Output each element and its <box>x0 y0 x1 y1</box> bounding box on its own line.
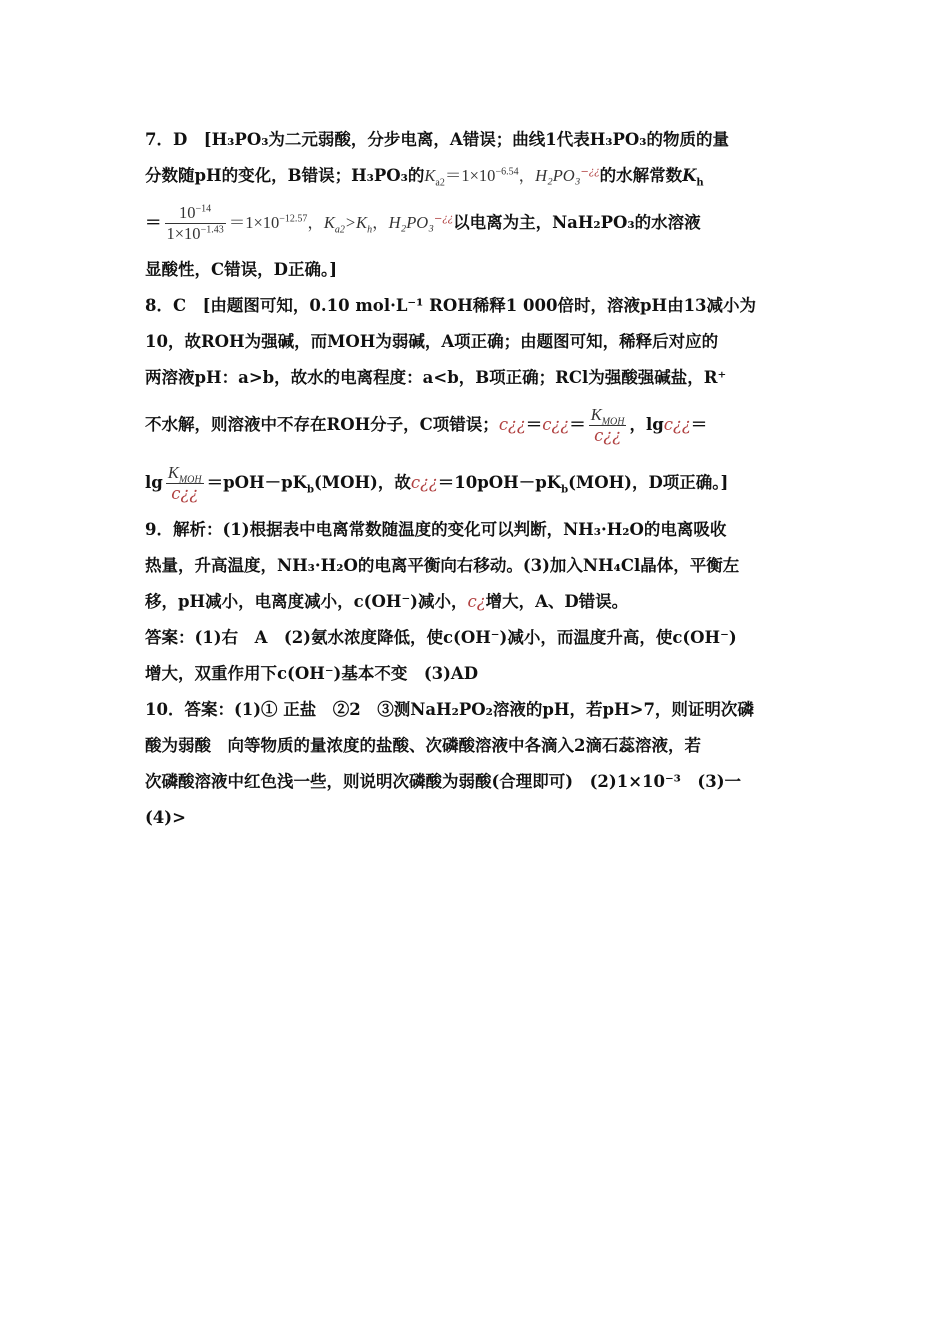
text: (MOH)，D项正确。] <box>568 473 729 492</box>
subscript: b <box>561 484 569 496</box>
den-base: 1×10 <box>166 224 201 243</box>
kh-value: ＝1×10 <box>228 213 280 232</box>
ka2-value: ＝1×10 <box>444 166 496 185</box>
ka2-symbol: K <box>424 166 436 185</box>
answer-10-line-2: 酸为弱酸 向等物质的量浓度的盐酸、次磷酸溶液中各滴入2滴石蕊溶液，若 <box>145 736 701 755</box>
answer-9-answer-line-1: 答案：(1)右 A (2)氨水浓度降低，使c(OH⁻)减小，而温度升高，使c(OH⁻) <box>145 628 737 647</box>
comma: ， <box>307 213 324 232</box>
answer-8-line-1: 8．C [由题图可知，0.10 mol·L⁻¹ ROH稀释1 000倍时，溶液pH由13减小为 <box>145 296 757 315</box>
answer-7-line-4: 显酸性，C错误，D正确。] <box>145 260 337 279</box>
answer-9 <box>145 512 807 692</box>
answer-10-line-1: 10．答案：(1)① 正盐 ②2 ③测NaH₂PO₂溶液的pH，若pH>7，则证明次磷 <box>145 700 754 719</box>
ka2-symbol: K <box>323 213 335 232</box>
answer-10-line-4: (4)> <box>145 808 186 827</box>
h2po3-charge: −¿¿ <box>433 213 454 225</box>
answer-10 <box>145 692 807 836</box>
ka2-subscript: a2 <box>334 224 345 236</box>
k-symbol: K <box>590 405 602 424</box>
answer-10-line-3: 次磷酸溶液中红色浅一些，则说明次磷酸为弱酸(合理即可) (2)1×10⁻³ (3)一 <box>145 772 742 791</box>
fraction-denominator: c¿¿ <box>594 426 622 445</box>
kh-symbol: K <box>682 166 697 185</box>
text: 不水解，则溶液中不存在ROH分子，C项错误； <box>145 415 499 434</box>
num-exponent: −14 <box>195 203 212 215</box>
text: ＝pOH－pK <box>206 473 307 492</box>
ka2-subscript: a2 <box>435 177 445 189</box>
answer-9-line-2: 热量，升高温度，NH₃·H₂O的电离平衡向右移动。(3)加入NH₄Cl晶体，平衡左 <box>145 556 740 575</box>
text: ，lg <box>629 415 664 434</box>
kh-subscript: h <box>367 224 373 236</box>
equals: ＝ <box>525 415 543 434</box>
answer-content <box>145 122 807 836</box>
text: 的水解常数 <box>599 166 683 185</box>
text: 分数随pH的变化，B错误；H₃PO₃的 <box>145 166 425 185</box>
fraction-numerator <box>166 463 204 484</box>
fraction-numerator <box>589 405 627 426</box>
answer-7 <box>145 122 807 288</box>
h2po3-formula: H₂PO₃ <box>535 166 581 185</box>
answer-9-line-1: 9．解析：(1)根据表中电离常数随温度的变化可以判断，NH₃·H₂O的电离吸收 <box>145 520 727 539</box>
k-subscript: MOH <box>601 416 625 428</box>
c-expr: c¿¿ <box>542 415 570 434</box>
text: ＝10pOH－pK <box>437 473 562 492</box>
equals: ＝ <box>569 415 586 434</box>
kh-exponent: −12.57 <box>279 213 308 225</box>
answer-8 <box>145 288 807 512</box>
kmoh-fraction <box>166 463 204 504</box>
equals: ＝ <box>690 415 708 434</box>
kh-fraction <box>165 203 226 244</box>
c-expr: c¿ <box>467 592 486 611</box>
num-base: 10 <box>179 203 196 222</box>
den-exponent: −1.43 <box>200 224 224 236</box>
text: 以电离为主，NaH₂PO₃的水溶液 <box>453 213 701 232</box>
fraction-numerator <box>165 203 226 224</box>
k-subscript: MOH <box>178 474 202 486</box>
ka2-exponent: −6.54 <box>495 166 519 178</box>
kmoh-fraction <box>589 405 627 446</box>
comma: ， <box>518 166 536 185</box>
answer-8-line-4 <box>145 396 807 454</box>
kh-compare: >K <box>344 213 368 232</box>
subscript: b <box>307 484 314 496</box>
k-symbol: K <box>167 463 179 482</box>
answer-7-line-2 <box>145 158 807 194</box>
text: 移，pH减小，电离度减小，c(OH⁻)减小， <box>145 592 468 611</box>
h2po3-charge: −¿¿ <box>580 166 600 178</box>
answer-9-answer-line-2: 增大，双重作用下c(OH⁻)基本不变 (3)AD <box>145 664 479 683</box>
answer-8-line-2: 10，故ROH为强碱，而MOH为弱碱，A项正确；由题图可知，稀释后对应的 <box>145 332 719 351</box>
c-expr: c¿¿ <box>410 473 438 492</box>
answer-7-line-1: 7．D [H₃PO₃为二元弱酸，分步电离，A错误；曲线1代表H₃PO₃的物质的量 <box>145 130 730 149</box>
fraction-denominator: c¿¿ <box>171 484 199 503</box>
answer-9-line-3 <box>145 584 807 620</box>
fraction-denominator <box>165 224 226 244</box>
c-expr: c¿¿ <box>498 415 526 434</box>
answer-8-line-5 <box>145 454 807 512</box>
answer-7-line-3: ＝ $\frac{10^{-14}}{1\times 10^{-1.43}}$ $=1\times 10^{-12.57}$，$K_{a2}>K_h$，H₂PO₃−¿¿以电离为主，NaH₂PO₃的水溶液 <box>145 203 701 243</box>
lg: lg <box>145 473 163 492</box>
c-expr: c¿¿ <box>663 415 691 434</box>
answer-8-line-3: 两溶液pH：a>b，故水的电离程度：a<b，B项正确；RCl为强酸强碱盐，R⁺ <box>145 368 727 387</box>
kh-subscript: h <box>696 177 704 189</box>
text: 增大，A、D错误。 <box>485 592 629 611</box>
text: (MOH)，故 <box>314 473 411 492</box>
h2po3-formula: H₂PO₃ <box>388 213 434 232</box>
